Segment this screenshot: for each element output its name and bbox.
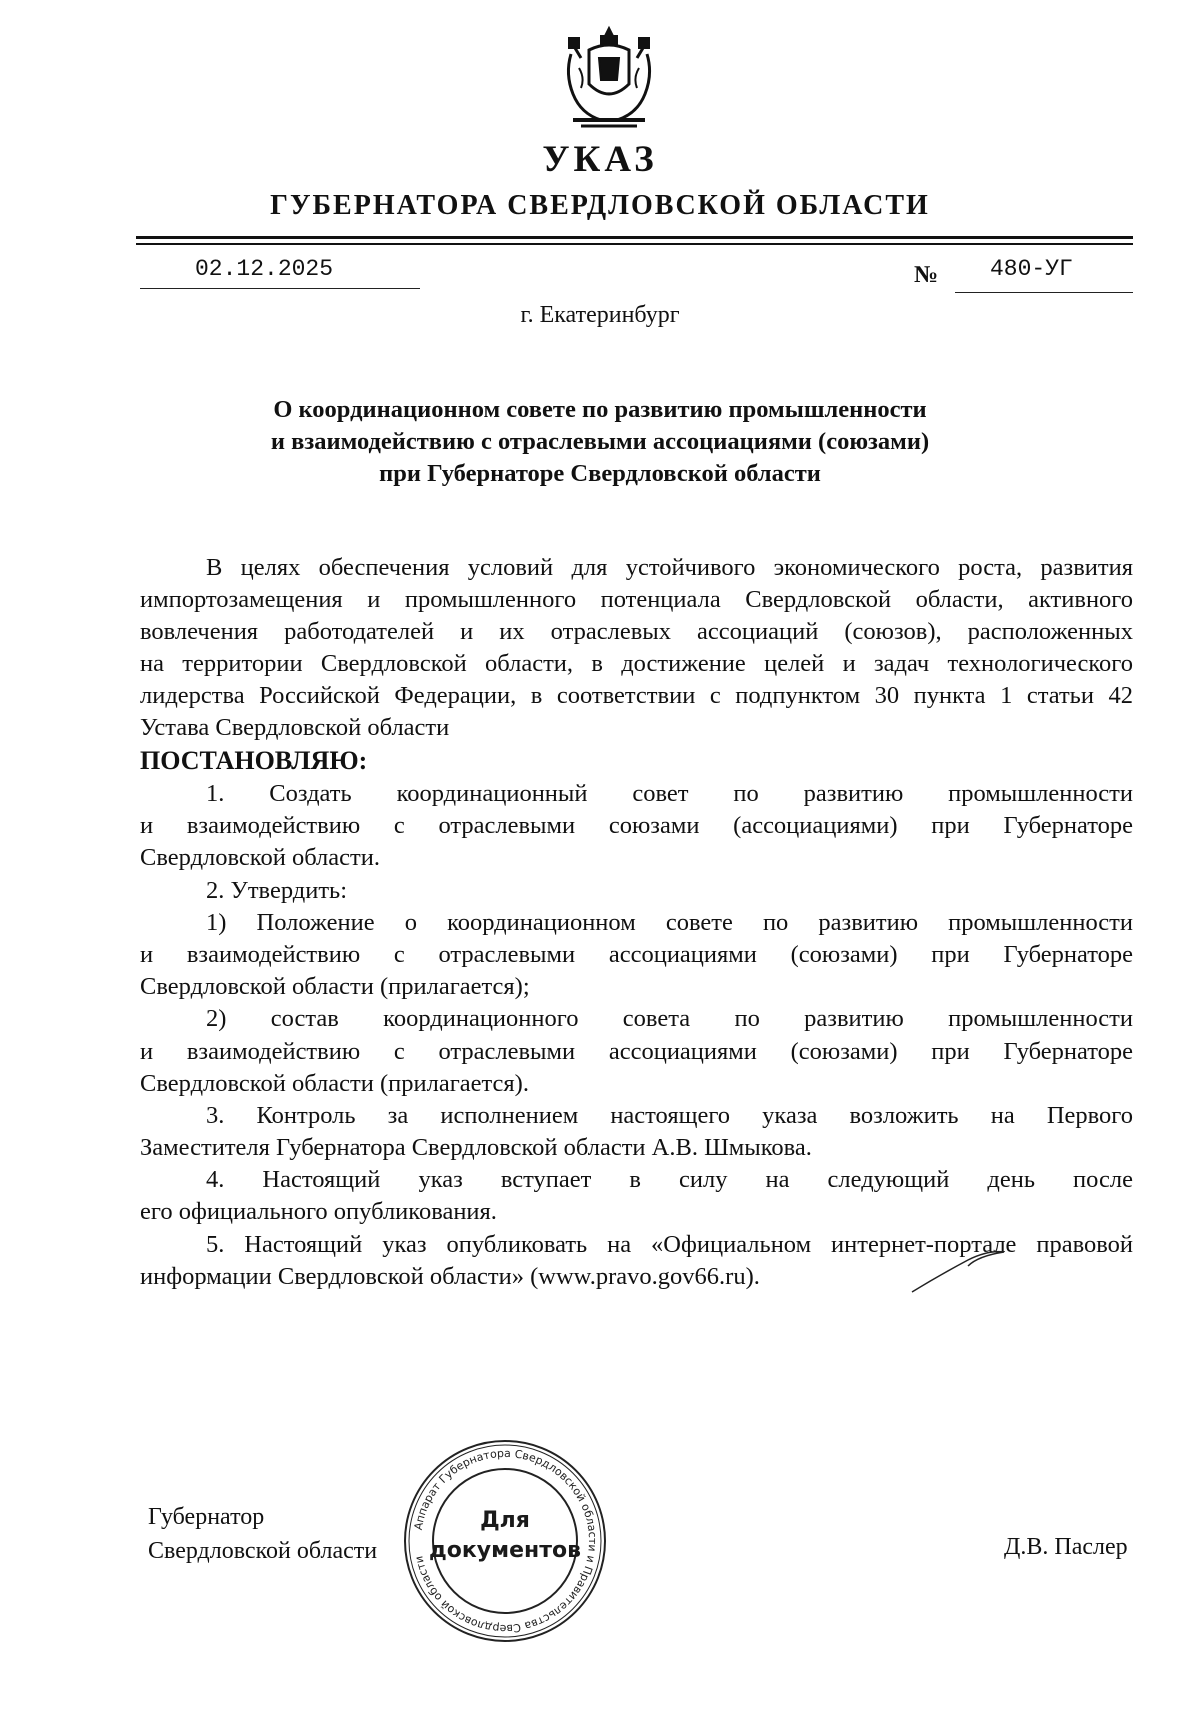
item-1-line: и взаимодействию с отраслевыми союзами (ассоциациями) при Губернаторе (140, 812, 1133, 840)
preamble-line: вовлечения работодателей и их отраслевых ассоциаций (союзов), расположенных (140, 618, 1133, 645)
header-divider-thick (136, 236, 1133, 239)
heading-line: при Губернаторе Свердловской области (379, 460, 821, 487)
item-2-line: 2. Утвердить: (206, 876, 348, 904)
signatory-position (148, 1500, 377, 1568)
preamble-line: Устава Свердловской области (140, 714, 450, 741)
item-3-line: 3. Контроль за исполнением настоящего указа возложить на Первого (206, 1101, 1133, 1129)
stamp-center-line: документов (428, 1538, 582, 1563)
number-sign: № (914, 262, 939, 288)
position-line: Свердловской области (148, 1538, 378, 1564)
header-divider-thin (136, 243, 1133, 245)
document-date: 02.12.2025 (195, 256, 334, 282)
signature-scribble (908, 1246, 1018, 1296)
document-type-title: УКАЗ (542, 139, 658, 180)
item-1-line: Свердловской области. (140, 844, 380, 872)
position-line: Губернатор (148, 1504, 265, 1530)
heading-line: О координационном совете по развитию промышленности (273, 396, 927, 423)
item-4-line: его официального опубликования. (140, 1198, 497, 1226)
item-2-2-line: 2) состав координационного совета по развитию промышленности (206, 1005, 1133, 1033)
preamble-line: В целях обеспечения условий для устойчивого экономического роста, развития (206, 554, 1133, 581)
document-heading (140, 394, 1060, 490)
document-number: 480-УГ (990, 256, 1073, 282)
item-5-line: 5. Настоящий указ опубликовать на «Официальном интернет-портале правовой (206, 1230, 1133, 1258)
resolve-keyword: ПОСТАНОВЛЯЮ: (140, 746, 368, 775)
coat-of-arms-icon (561, 24, 657, 134)
item-1-line: 1. Создать координационный совет по развитию промышленности (206, 780, 1133, 807)
signatory-name: Д.В. Паслер (1004, 1534, 1128, 1560)
preamble-line: лидерства Российской Федерации, в соответствии с подпунктом 30 пункта 1 статьи 42 (140, 682, 1133, 709)
item-2-1-line: Свердловской области (прилагается); (140, 973, 530, 1001)
preamble-line: импортозамещения и промышленного потенциала Свердловской области, активного (140, 586, 1133, 613)
item-3-line: Заместителя Губернатора Свердловской области А.В. Шмыкова. (140, 1134, 812, 1162)
city-location: г. Екатеринбург (520, 302, 680, 328)
item-2-2-line: и взаимодействию с отраслевыми ассоциациями (союзами) при Губернаторе (140, 1037, 1133, 1065)
issuer-subtitle: ГУБЕРНАТОРА СВЕРДЛОВСКОЙ ОБЛАСТИ (270, 190, 930, 221)
item-2-1-line: 1) Положение о координационном совете по развитию промышленности (206, 908, 1133, 936)
heading-line: и взаимодействию с отраслевыми ассоциациями (союзами) (270, 428, 930, 455)
date-underline (140, 288, 420, 289)
stamp-center-text (425, 1506, 585, 1566)
number-underline (955, 292, 1133, 293)
stamp-center-line: Для (480, 1508, 530, 1533)
item-5-line: информации Свердловской области» (www.pravo.gov66.ru). (140, 1262, 760, 1290)
item-2-1-line: и взаимодействию с отраслевыми ассоциациями (союзами) при Губернаторе (140, 940, 1133, 968)
preamble-line: на территории Свердловской области, в достижение целей и задач технологического (140, 650, 1133, 677)
preamble-paragraph (140, 552, 1133, 744)
resolution-items (140, 778, 1133, 1293)
item-2-2-line: Свердловской области (прилагается). (140, 1069, 529, 1097)
item-4-line: 4. Настоящий указ вступает в силу на следующий день после (206, 1166, 1133, 1194)
stamp-ring-text: Аппарат Губернатора Свердловской области и Правительства Свердловской области (411, 1446, 600, 1636)
